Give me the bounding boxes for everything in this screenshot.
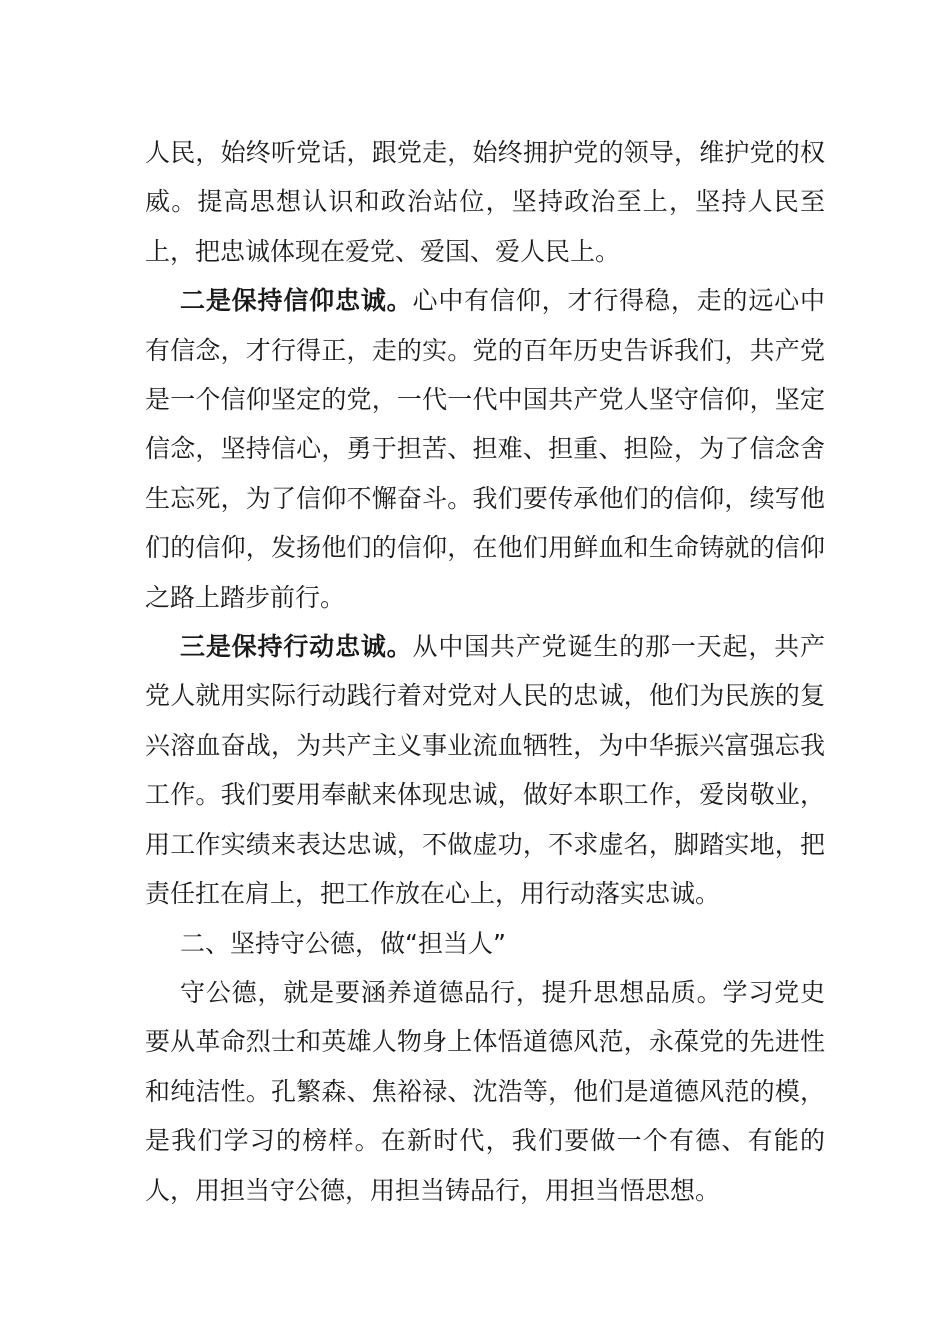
paragraph-action-loyalty xyxy=(145,622,825,918)
paragraph-lead: 二是保持信仰忠诚。 xyxy=(180,286,413,316)
paragraph-text: 从中国共产党诞生的那一天起，共产党人就用实际行动践行着对党对人民的忠诚，他们为民族的复兴溶血奋战，为共产主义事业流血牺牲，为中华振兴富强忘我工作。我们要用奉献来体现忠诚，做好本职工作，爱岗敬业，用工作实绩来表达忠诚，不做虚功，不求虚名，脚踏实地，把责任扛在肩上，把工作放在心上，用行动落实忠诚。 xyxy=(145,632,825,909)
document-body xyxy=(145,128,825,1215)
paragraph-text: 人民，始终听党话，跟党走，始终拥护党的领导，维护党的权威。提高思想认识和政治站位，坚持政治至上，坚持人民至上，把忠诚体现在爱党、爱国、爱人民上。 xyxy=(145,138,825,266)
paragraph-loyalty-to-people xyxy=(145,128,825,276)
section-heading: 二、坚持守公德，做“担当人” xyxy=(180,928,506,958)
paragraph-lead: 三是保持行动忠诚。 xyxy=(180,632,413,662)
paragraph-faith-loyalty xyxy=(145,276,825,622)
paragraph-public-morality xyxy=(145,968,825,1215)
paragraph-text: 心中有信仰，才行得稳，走的远心中有信念，才行得正，走的实。党的百年历史告诉我们，共产党是一个信仰坚定的党，一代一代中国共产党人坚守信仰，坚定信念，坚持信心，勇于担苦、担难、担重、担险，为了信念舍生忘死，为了信仰不懈奋斗。我们要传承他们的信仰，续写他们的信仰，发扬他们的信仰，在他们用鲜血和生命铸就的信仰之路上踏步前行。 xyxy=(145,286,825,612)
paragraph-text: 守公德，就是要涵养道德品行，提升思想品质。学习党史要从革命烈士和英雄人物身上体悟道德风范，永葆党的先进性和纯洁性。孔繁森、焦裕禄、沈浩等，他们是道德风范的模，是我们学习的榜样。在新时代，我们要做一个有德、有能的人，用担当守公德，用担当铸品行，用担当悟思想。 xyxy=(145,977,825,1205)
